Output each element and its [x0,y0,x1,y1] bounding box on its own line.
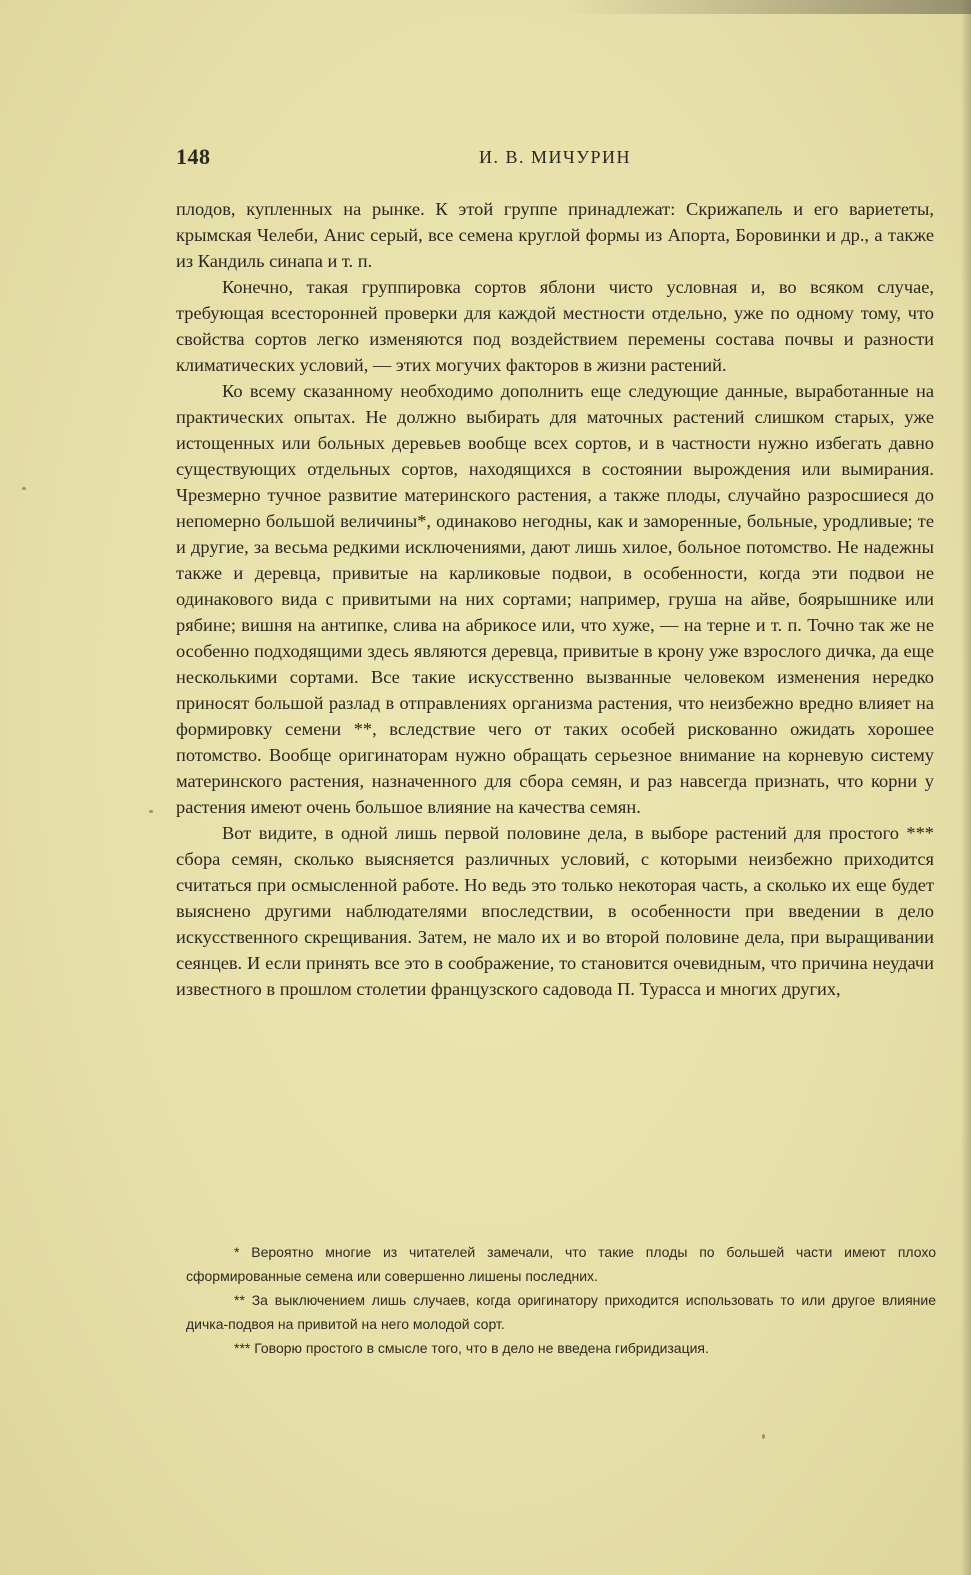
footnotes [186,1240,936,1360]
page-number: 148 [176,144,211,169]
footnote: * Вероятно многие из читателей замечали, что такие плоды по большей части имеют плохо сформированные семена или совершенно лишены последних. [186,1244,936,1284]
page-header [176,144,934,174]
footnote: *** Говорю простого в смысле того, что в дело не введена гибридизация. [234,1340,709,1356]
scan-edge-shadow-right [961,0,971,1575]
running-head: И. В. МИЧУРИН [479,147,631,167]
paragraph: Вот видите, в одной лишь первой половине дела, в выборе растений для простого *** сбора семян, сколько выясняется различных условий, с которыми неизбежно приходится считаться при осмысленной работе. Но ведь это только некоторая часть, а сколько их еще будет выяснено другими наблюдателями впоследствии, в особенности при введении в дело искусственного скрещивания. Затем, не мало их и во второй половине дела, при выращивании сеянцев. И если принять все это в соображение, то становится очевидным, что причина неудачи известного в прошлом столетии французского садовода П. Турасса и многих других, [176,823,934,999]
paragraph: Ко всему сказанному необходимо дополнить еще следующие данные, выработанные на практических опытах. Не должно выбирать для маточных растений слишком старых, уже истощенных или больных деревьев вообще всех сортов, и в частности нужно избегать давно существующих отдельных сортов, находящихся в состоянии вырождения или вымирания. Чрезмерно тучное развитие материнского растения, а также плоды, случайно разросшиеся до непомерно большой величины*, одинаково негодны, как и заморенные, больные, уродливые; те и другие, за весьма редкими исключениями, дают лишь хилое, больное потомство. Не надежны также и деревца, привитые на карликовые подвои, в особенности, когда эти подвои не одинакового вида с привитыми на них сортами; например, груша на айве, боярышнике или рябине; вишня на антипке, слива на абрикосе или, что хуже, — на терне и т. п. Точно так же не особенно подходящими здесь являются деревца, привитые в крону уже взрослого дичка, да еще несколькими сортами. Все такие искусственно вызванные человеком изменения нередко приносят большой разлад в отправлениях организма растения, что неизбежно вредно влияет на формировку семени **, вследствие чего от таких особей рискованно ожидать хорошее потомство. Вообще оригинаторам нужно обращать серьезное внимание на корневую систему материнского растения, назначенного для сбора семян, и раз навсегда признать, что корни у растения имеют очень большое влияние на качества семян. [176,381,934,817]
paper-speck [22,487,26,490]
paragraph: плодов, купленных на рынке. К этой группе принадлежат: Скрижапель и его вариететы, крымская Челеби, Анис серый, все семена круглой формы из Апорта, Боровинки и др., а также из Кандиль синапа и т. п. [176,199,934,271]
footnote: ** За выключением лишь случаев, когда оригинатору приходится использовать то или другое влияние дичка-подвоя на привитой на него молодой сорт. [186,1292,936,1332]
paper-speck [762,1434,765,1439]
main-text [176,196,934,1002]
scan-edge-shadow [560,0,971,14]
paragraph: Конечно, такая группировка сортов яблони чисто условная и, во всяком случае, требующая всесторонней проверки для каждой местности отдельно, уже по одному тому, что свойства сортов легко изменяются под воздействием перемены состава почвы и разности климатических условий, — этих могучих факторов в жизни растений. [176,277,934,375]
paper-speck [149,810,153,813]
